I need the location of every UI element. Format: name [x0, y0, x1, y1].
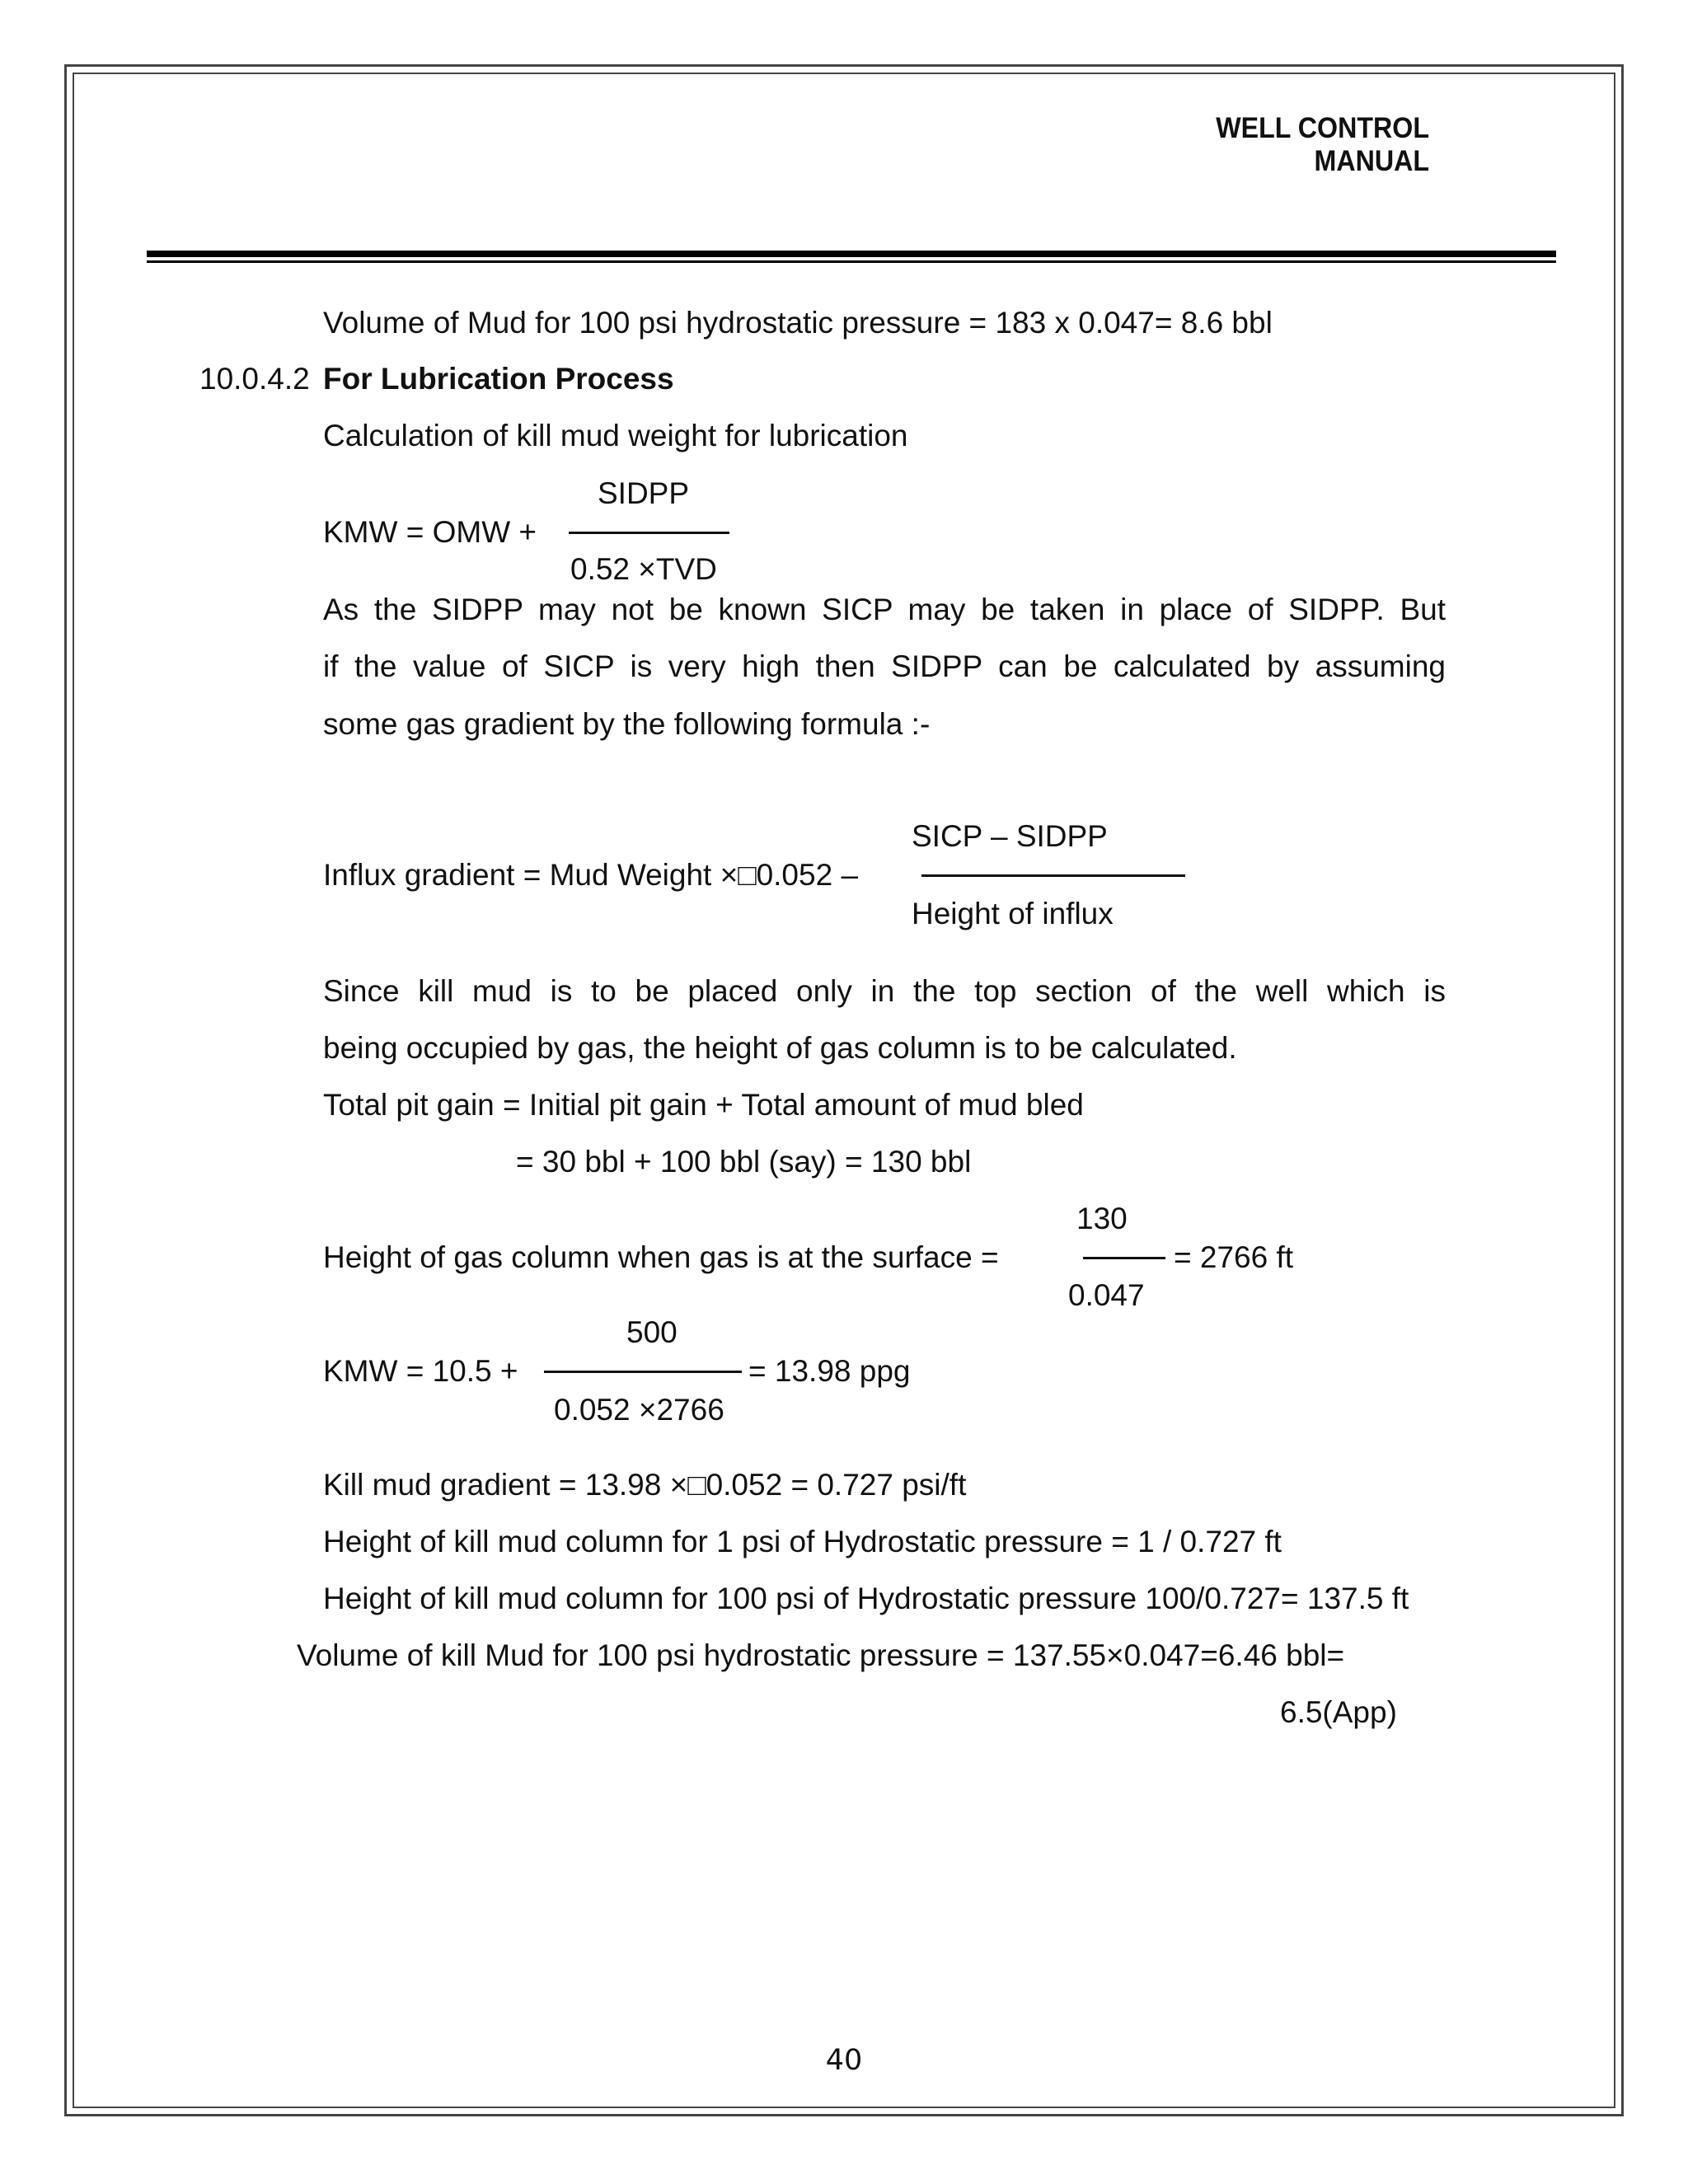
paragraph-1-line-2: if the value of SICP is very high then SIDPP can be calculated by assuming: [323, 649, 1446, 683]
influx-formula-fraction-bar: [921, 874, 1185, 877]
volume-kill-mud-line: Volume of kill Mud for 100 psi hydrostatic pressure = 137.55×0.047=6.46 bbl=: [297, 1638, 1345, 1672]
influx-formula-lhs: Influx gradient = Mud Weight ×□0.052 –: [323, 858, 859, 892]
height-formula-result: = 2766 ft: [1174, 1240, 1294, 1274]
height-1psi-line: Height of kill mud column for 1 psi of Hydrostatic pressure = 1 / 0.727 ft: [323, 1525, 1282, 1558]
kill-mud-gradient-line: Kill mud gradient = 13.98 ×□0.052 = 0.727 psi/ft: [323, 1468, 967, 1502]
kmw-formula-fraction-bar: [569, 532, 729, 534]
kmw-calc-denominator: 0.052 ×2766: [554, 1393, 724, 1427]
kmw-formula-lhs: KMW = OMW +: [323, 515, 537, 549]
page-number: 40: [825, 2044, 863, 2077]
header-rule-thin: [147, 260, 1556, 263]
kmw-calc-numerator: 500: [626, 1315, 678, 1349]
height-formula-fraction-bar: [1083, 1257, 1165, 1259]
kmw-calc-lhs: KMW = 10.5 +: [323, 1354, 518, 1388]
height-formula-lhs: Height of gas column when gas is at the surface =: [323, 1240, 999, 1274]
paragraph-1-line-3: some gas gradient by the following formula :-: [323, 707, 931, 741]
calc-intro-line: Calculation of kill mud weight for lubrication: [323, 419, 908, 452]
section-title: For Lubrication Process: [323, 362, 674, 396]
height-formula-numerator: 130: [1076, 1202, 1128, 1235]
kmw-formula-numerator: SIDPP: [598, 476, 690, 510]
height-100psi-line: Height of kill mud column for 100 psi of Hydrostatic pressure 100/0.727= 137.5 ft: [323, 1582, 1409, 1615]
volume-kill-mud-approx: 6.5(App): [1280, 1695, 1397, 1729]
kmw-calc-result: = 13.98 ppg: [748, 1354, 911, 1388]
running-header: WELL CONTROL MANUAL: [1216, 112, 1429, 177]
section-number: 10.0.4.2: [199, 362, 310, 396]
kmw-calc-fraction-bar: [544, 1371, 742, 1373]
pit-gain-value-line: = 30 bbl + 100 bbl (say) = 130 bbl: [516, 1145, 972, 1179]
influx-formula-denominator: Height of influx: [912, 897, 1114, 930]
header-rule-thick: [147, 251, 1556, 257]
paragraph-2-line-2: being occupied by gas, the height of gas column is to be calculated.: [323, 1031, 1237, 1065]
influx-formula-numerator: SICP – SIDPP: [912, 819, 1108, 853]
volume-mud-line: Volume of Mud for 100 psi hydrostatic pressure = 183 x 0.047= 8.6 bbl: [323, 306, 1273, 340]
kmw-formula-denominator: 0.52 ×TVD: [570, 552, 717, 586]
height-formula-denominator: 0.047: [1068, 1278, 1145, 1312]
paragraph-2-line-1: Since kill mud is to be placed only in the top section of the well which is: [323, 974, 1446, 1008]
pit-gain-line: Total pit gain = Initial pit gain + Total amount of mud bled: [323, 1088, 1084, 1122]
paragraph-1-line-1: As the SIDPP may not be known SICP may be taken in place of SIDPP. But: [323, 593, 1446, 626]
